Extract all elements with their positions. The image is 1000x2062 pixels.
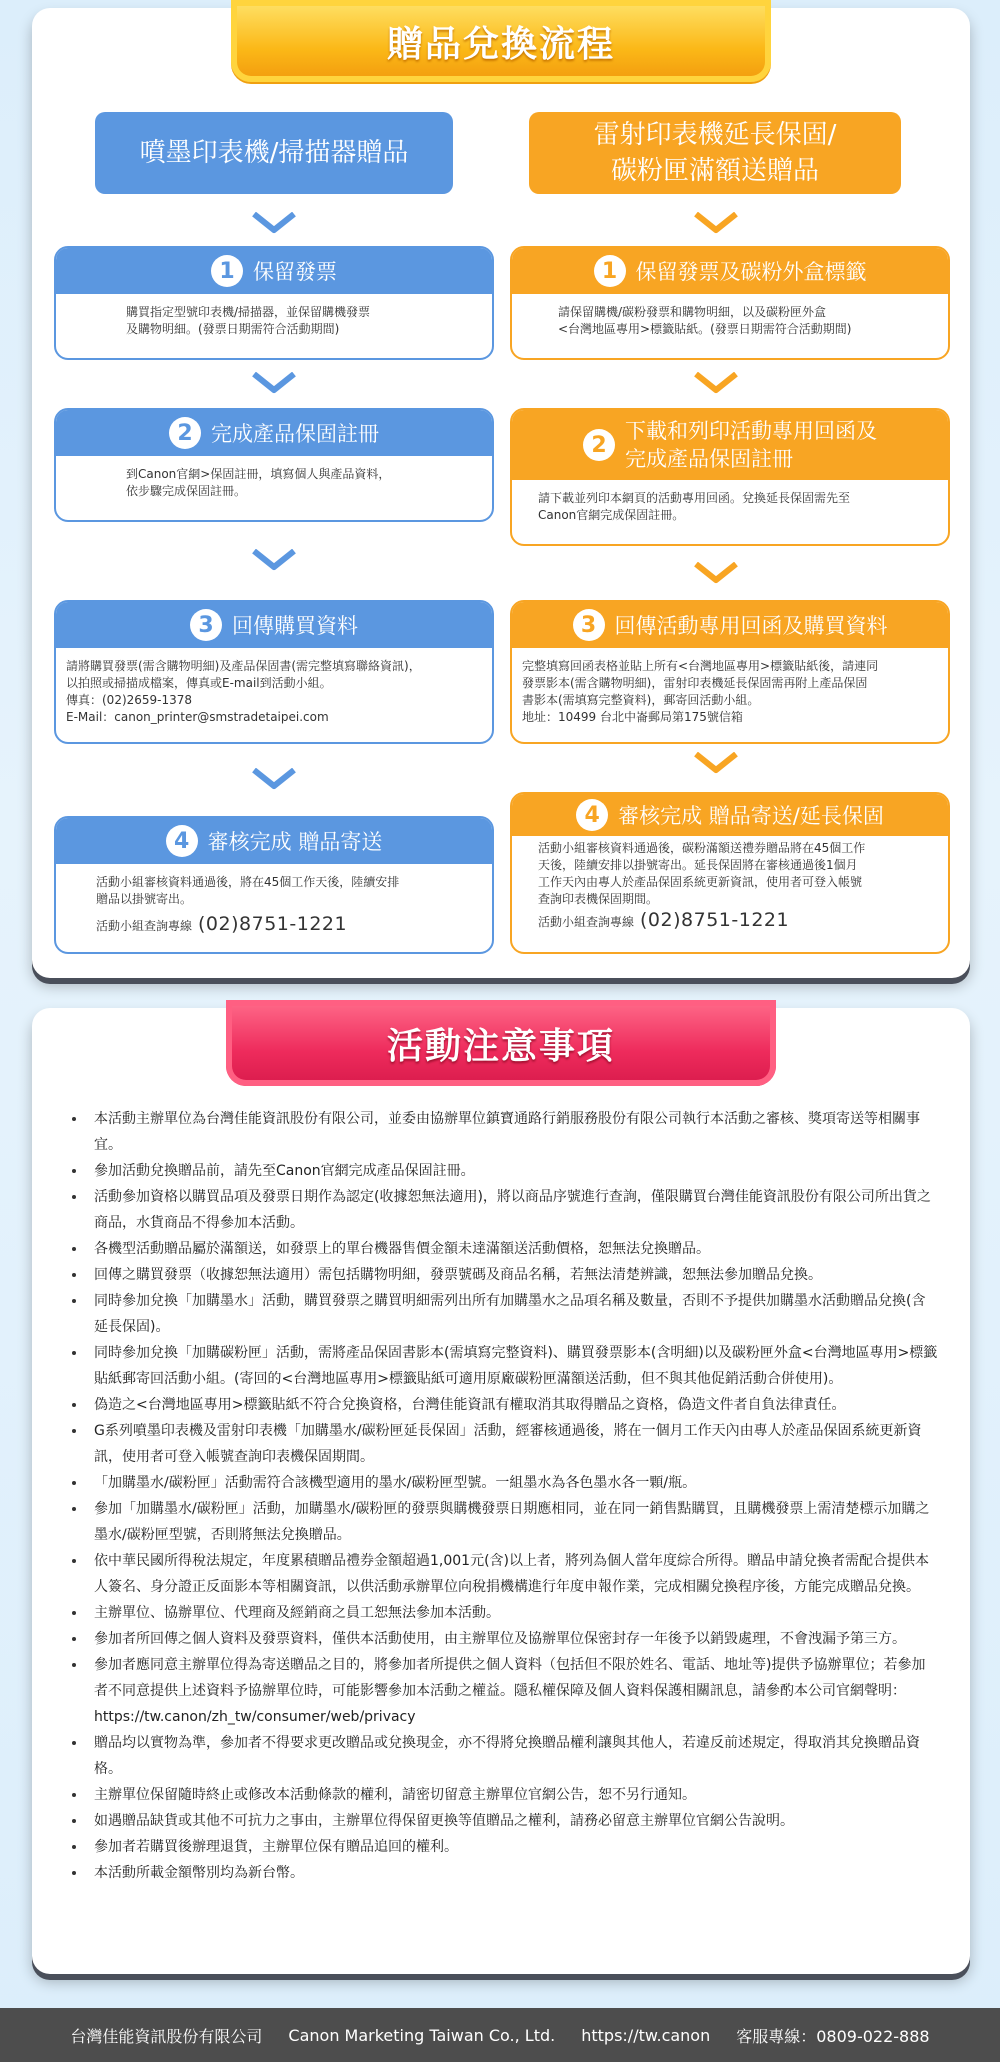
note-item: 贈品均以實物為準，參加者不得要求更改贈品或兌換現金，亦不得將兌換贈品權利讓與其他人，若違反前述規定，得取消其兌換贈品資格。 xyxy=(68,1730,938,1782)
mailing-address: 地址：10499 台北中崙郵局第175號信箱 xyxy=(522,710,743,724)
step-title: 保留發票及碳粉外盒標籤 xyxy=(635,260,867,284)
left-step-4-card xyxy=(54,816,494,954)
chevron-down-icon xyxy=(252,768,296,790)
hotline-number: (02)8751-1221 xyxy=(640,909,790,931)
left-step-2-card xyxy=(54,408,494,522)
step-number-badge: 2 xyxy=(169,417,201,449)
step-text: <台灣地區專用>標籤貼紙。(發票日期需符合活動期間) xyxy=(558,322,852,336)
notes-panel xyxy=(32,1008,970,1974)
step-text: 請將購買發票(需含購物明細)及產品保固書(需完整填寫聯絡資訊)， xyxy=(66,659,421,673)
footer-service-line: 客服專線：0809-022-888 xyxy=(736,2026,930,2046)
note-item: 參加者若購買後辦理退貨，主辦單位保有贈品追回的權利。 xyxy=(68,1834,938,1860)
step-title: 審核完成 贈品寄送/延長保固 xyxy=(618,804,884,828)
notes-list xyxy=(68,1106,938,1886)
note-item: 參加「加購墨水/碳粉匣」活動，加購墨水/碳粉匣的發票與購機發票日期應相同，並在同一銷售點購買，且購機發票上需清楚標示加購之墨水/碳粉匣型號，否則將無法兌換贈品。 xyxy=(68,1496,938,1548)
flow-title: 贈品兌換流程 xyxy=(231,0,771,82)
chevron-down-icon xyxy=(694,212,738,234)
hotline xyxy=(96,913,492,935)
step-text: 活動小組審核資料通過後，碳粉滿額送禮券贈品將在45個工作 xyxy=(538,841,866,855)
note-item: 參加者所回傳之個人資料及發票資料，僅供本活動使用，由主辦單位及協辦單位保密封存一年後予以銷毀處理，不會洩漏予第三方。 xyxy=(68,1626,938,1652)
note-item: 參加活動兌換贈品前，請先至Canon官網完成產品保固註冊。 xyxy=(68,1158,938,1184)
footer xyxy=(0,2008,1000,2062)
footer-company-en: Canon Marketing Taiwan Co., Ltd. xyxy=(288,2025,556,2045)
footer-company-zh: 台灣佳能資訊股份有限公司 xyxy=(70,2026,263,2046)
email-address: E-Mail：canon_printer@smstradetaipei.com xyxy=(66,710,329,724)
step-number-badge: 3 xyxy=(190,609,222,641)
note-item: 本活動主辦單位為台灣佳能資訊股份有限公司，並委由協辦單位鎮寶通路行銷服務股份有限公司執行本活動之審核、獎項寄送等相關事宜。 xyxy=(68,1106,938,1158)
step-text: 及購物明細。(發票日期需符合活動期間) xyxy=(126,322,340,336)
step-text: 天後，陸續安排以掛號寄出。延長保固將在審核通過後1個月 xyxy=(538,858,858,872)
right-step-4-card xyxy=(510,792,950,954)
step-text: 發票影本(需含購物明細)，雷射印表機延長保固需再附上產品保固 xyxy=(522,676,868,690)
fax-number: 傳真：(02)2659-1378 xyxy=(66,693,193,707)
step-number-badge: 4 xyxy=(166,825,198,857)
step-text: 到Canon官網>保固註冊，填寫個人與產品資料， xyxy=(126,467,391,481)
left-column-header xyxy=(95,112,453,194)
note-item: 本活動所載金額幣別均為新台幣。 xyxy=(68,1860,938,1886)
step-text: 請保留購機/碳粉發票和購物明細，以及碳粉匣外盒 xyxy=(558,305,827,319)
step-title: 審核完成 贈品寄送 xyxy=(207,830,383,854)
hotline-label: 活動小組查詢專線 xyxy=(538,915,635,929)
left-header-text: 噴墨印表機/掃描器贈品 xyxy=(139,138,409,168)
right-step-2-card xyxy=(510,408,950,546)
right-column-header xyxy=(529,112,901,194)
step-title: 完成產品保固註冊 xyxy=(625,447,793,471)
left-step-3-card xyxy=(54,600,494,744)
step-text: 購買指定型號印表機/掃描器，並保留購機發票 xyxy=(126,305,371,319)
note-item: 活動參加資格以購買品項及發票日期作為認定(收據恕無法適用)，將以商品序號進行查詢，僅限購買台灣佳能資訊股份有限公司所出貨之商品，水貨商品不得參加本活動。 xyxy=(68,1184,938,1236)
right-header-line1: 雷射印表機延長保固/ xyxy=(593,120,837,150)
step-number-badge: 3 xyxy=(573,609,605,641)
step-text: 完整填寫回函表格並貼上所有<台灣地區專用>標籤貼紙後，請連同 xyxy=(522,659,879,673)
left-step-1-card xyxy=(54,246,494,360)
note-item: 同時參加兌換「加購墨水」活動，購買發票之購買明細需列出所有加購墨水之品項名稱及數量，否則不予提供加購墨水活動贈品兌換(含延長保固)。 xyxy=(68,1288,938,1340)
step-text: 贈品以掛號寄出。 xyxy=(96,892,193,906)
step-title: 回傳活動專用回函及購買資料 xyxy=(614,614,888,638)
note-item: 偽造之<台灣地區專用>標籤貼紙不符合兌換資格，台灣佳能資訊有權取消其取得贈品之資格，偽造文件者自負法律責任。 xyxy=(68,1392,938,1418)
step-text: 查詢印表機保固期間。 xyxy=(538,892,659,906)
note-item: 依中華民國所得稅法規定，年度累積贈品禮券金額超過1,001元(含)以上者，將列為個人當年度綜合所得。贈品申請兌換者需配合提供本人簽名、身分證正反面影本等相關資訊，以供活動承辦單位向稅捐機構進行年度申報作業，完成相關兌換程序後，方能完成贈品兌換。 xyxy=(68,1548,938,1600)
step-text: Canon官網完成保固註冊。 xyxy=(538,508,685,522)
note-item: 參加者應同意主辦單位得為寄送贈品之目的，將參加者所提供之個人資料（包括但不限於姓名、電話、地址等)提供予協辦單位；若參加者不同意提供上述資料予協辦單位時，可能影響參加本活動之權益。隱私權保障及個人資料保護相關訊息，請參酌本公司官網聲明：https://tw.canon/zh_tw/consumer/web/privacy xyxy=(68,1652,938,1730)
right-header-line2: 碳粉匣滿額送贈品 xyxy=(610,156,819,186)
note-item: 回傳之購買發票（收據恕無法適用）需包括購物明細，發票號碼及商品名稱，若無法清楚辨識，恕無法參加贈品兌換。 xyxy=(68,1262,938,1288)
chevron-down-icon xyxy=(252,212,296,234)
step-title: 保留發票 xyxy=(253,260,337,284)
step-number-badge: 2 xyxy=(583,429,615,461)
hotline-label: 活動小組查詢專線 xyxy=(96,919,193,933)
note-item: 各機型活動贈品屬於滿額送，如發票上的單台機器售價金額未達滿額送活動價格，恕無法兌換贈品。 xyxy=(68,1236,938,1262)
step-text: 活動小組審核資料通過後，將在45個工作天後，陸續安排 xyxy=(96,875,400,889)
step-title: 完成產品保固註冊 xyxy=(211,422,379,446)
footer-url[interactable]: https://tw.canon xyxy=(581,2025,711,2045)
step-title: 下載和列印活動專用回函及 xyxy=(625,419,877,443)
step-text: 書影本(需填寫完整資料)，郵寄回活動小組。 xyxy=(522,693,760,707)
note-item: 「加購墨水/碳粉匣」活動需符合該機型適用的墨水/碳粉匣型號。一組墨水為各色墨水各一顆/瓶。 xyxy=(68,1470,938,1496)
step-text: 工作天內由專人於產品保固系統更新資訊，使用者可登入帳號 xyxy=(538,875,863,889)
hotline xyxy=(538,909,948,931)
note-item: 如遇贈品缺貨或其他不可抗力之事由，主辦單位得保留更換等值贈品之權利，請務必留意主辦單位官網公告說明。 xyxy=(68,1808,938,1834)
step-text: 請下載並列印本網頁的活動專用回函。兌換延長保固需先至 xyxy=(538,491,851,505)
step-number-badge: 1 xyxy=(211,255,243,287)
right-step-1-card xyxy=(510,246,950,360)
note-item: 主辦單位、協辦單位、代理商及經銷商之員工恕無法參加本活動。 xyxy=(68,1600,938,1626)
chevron-down-icon xyxy=(694,752,738,774)
note-item: 同時參加兌換「加購碳粉匣」活動，需將產品保固書影本(需填寫完整資料)、購買發票影本(含明細)以及碳粉匣外盒<台灣地區專用>標籤貼紙郵寄回活動小組。(寄回的<台灣地區專用>標籤貼紙可適用原廠碳粉匣滿額送活動，但不與其他促銷活動合併使用)。 xyxy=(68,1340,938,1392)
flow-panel xyxy=(32,8,970,978)
chevron-down-icon xyxy=(252,372,296,394)
chevron-down-icon xyxy=(694,372,738,394)
note-item: G系列噴墨印表機及雷射印表機「加購墨水/碳粉匣延長保固」活動，經審核通過後，將在一個月工作天內由專人於產品保固系統更新資訊，使用者可登入帳號查詢印表機保固期間。 xyxy=(68,1418,938,1470)
chevron-down-icon xyxy=(694,562,738,584)
right-step-3-card xyxy=(510,600,950,744)
hotline-number: (02)8751-1221 xyxy=(198,913,348,935)
note-item: 主辦單位保留隨時終止或修改本活動條款的權利，請密切留意主辦單位官網公告，恕不另行通知。 xyxy=(68,1782,938,1808)
step-title: 回傳購買資料 xyxy=(232,614,358,638)
step-text: 以拍照或掃描成檔案，傳真或E-mail到活動小組。 xyxy=(66,676,332,690)
step-text: 依步驟完成保固註冊。 xyxy=(126,484,247,498)
step-number-badge: 4 xyxy=(576,799,608,831)
step-number-badge: 1 xyxy=(594,255,626,287)
chevron-down-icon xyxy=(252,549,296,571)
notes-title: 活動注意事項 xyxy=(226,1000,776,1086)
